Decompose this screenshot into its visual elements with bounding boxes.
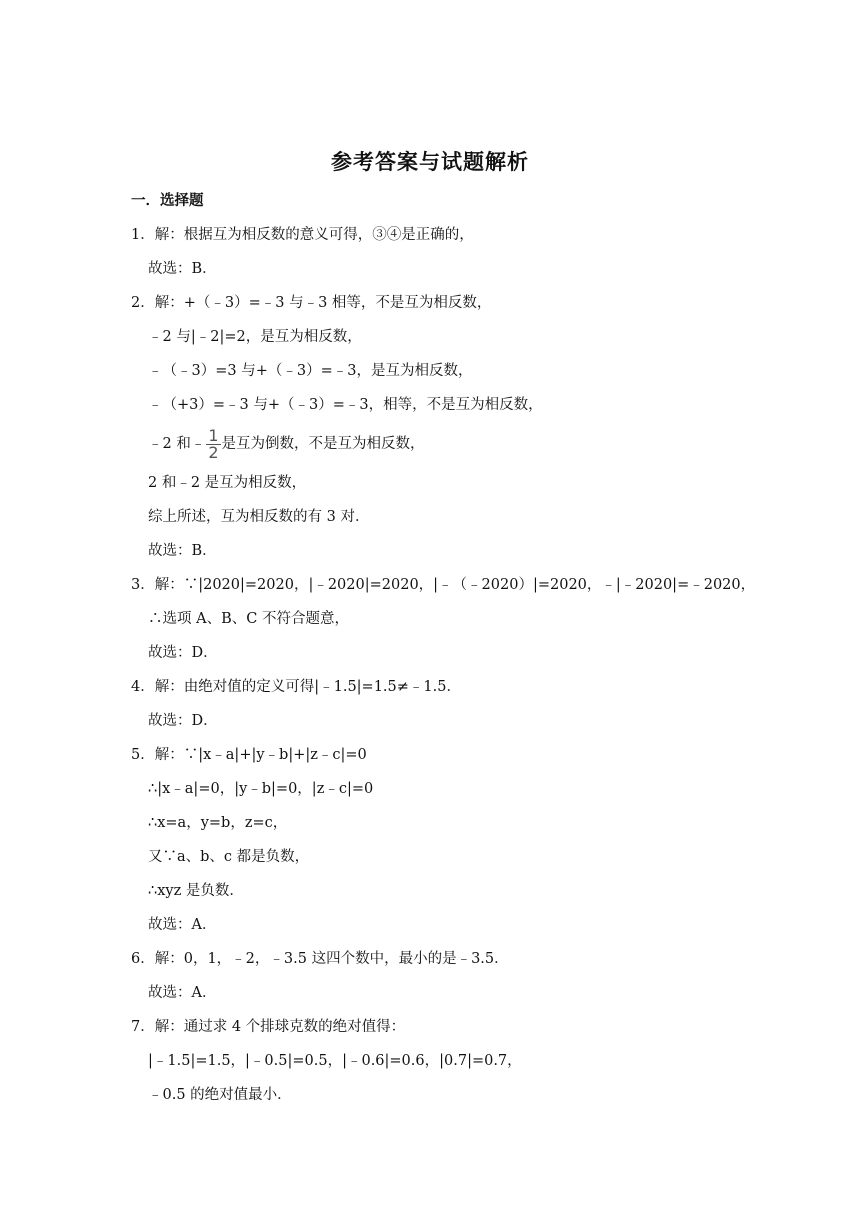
answer-5-line: ∴x=a，y=b，z=c， [148,815,288,831]
fraction-suffix: 是互为倒数，不是互为相反数， [221,436,425,452]
answer-4-line: 4．解：由绝对值的定义可得|﹣1.5|=1.5≠﹣1.5． [131,679,461,695]
answer-6-line: 6．解：0，1，﹣2，﹣3.5 这四个数中，最小的是﹣3.5． [131,951,509,967]
answer-2-line: ﹣（﹣3）=3 与+（﹣3）=﹣3，是互为相反数， [148,363,473,379]
answer-2-line: 2．解：+（﹣3）=﹣3 与﹣3 相等，不是互为相反数， [131,295,492,311]
answer-7-line: |﹣1.5|=1.5，|﹣0.5|=0.5，|﹣0.6|=0.6，|0.7|=0.7， [148,1053,522,1069]
section-heading: 一．选择题 [131,192,204,209]
fraction-one-half [206,425,220,462]
fraction-prefix: ﹣2 和﹣ [148,436,206,452]
answer-2-summary: 综上所述，互为相反数的有 3 对． [148,509,370,525]
answer-1-choice: 故选：B． [148,261,217,277]
answer-1-line: 1．解：根据互为相反数的意义可得，③④是正确的， [131,227,474,243]
answer-5-choice: 故选：A． [148,917,217,933]
answer-5-line: ∴|x﹣a|=0，|y﹣b|=0，|z﹣c|=0 [148,781,374,797]
answer-2-line: ﹣2 与|﹣2|=2，是互为相反数， [148,329,362,345]
page-title: 参考答案与试题解析 [331,149,529,174]
answer-3-line: ∴选项 A、B、C 不符合题意， [148,611,349,627]
answer-5-line: ∴xyz 是负数． [148,883,244,899]
answer-2-line: 2 和﹣2 是互为相反数， [148,475,307,491]
answer-2-choice: 故选：B． [148,543,217,559]
answer-2-fraction-line [148,426,425,462]
answer-2-line: ﹣（+3）=﹣3 与+（﹣3）=﹣3，相等，不是互为相反数， [148,397,543,413]
answer-6-choice: 故选：A． [148,985,217,1001]
answer-3-choice: 故选：D． [148,645,218,661]
fraction-denominator: 2 [208,442,219,462]
answer-4-choice: 故选：D． [148,713,218,729]
fraction-numerator: 1 [208,425,219,445]
answer-7-line: ﹣0.5 的绝对值最小． [148,1087,292,1103]
answer-5-line: 5．解：∵|x﹣a|+|y﹣b|+|z﹣c|=0 [131,747,367,763]
answer-3-line: 3．解：∵|2020|=2020，|﹣2020|=2020，|﹣（﹣2020）|=2020，﹣|﹣2020|=﹣2020， [131,577,756,593]
answer-5-line: 又∵a、b、c 都是负数， [148,849,310,865]
answer-7-line: 7．解：通过求 4 个排球克数的绝对值得： [131,1019,406,1035]
